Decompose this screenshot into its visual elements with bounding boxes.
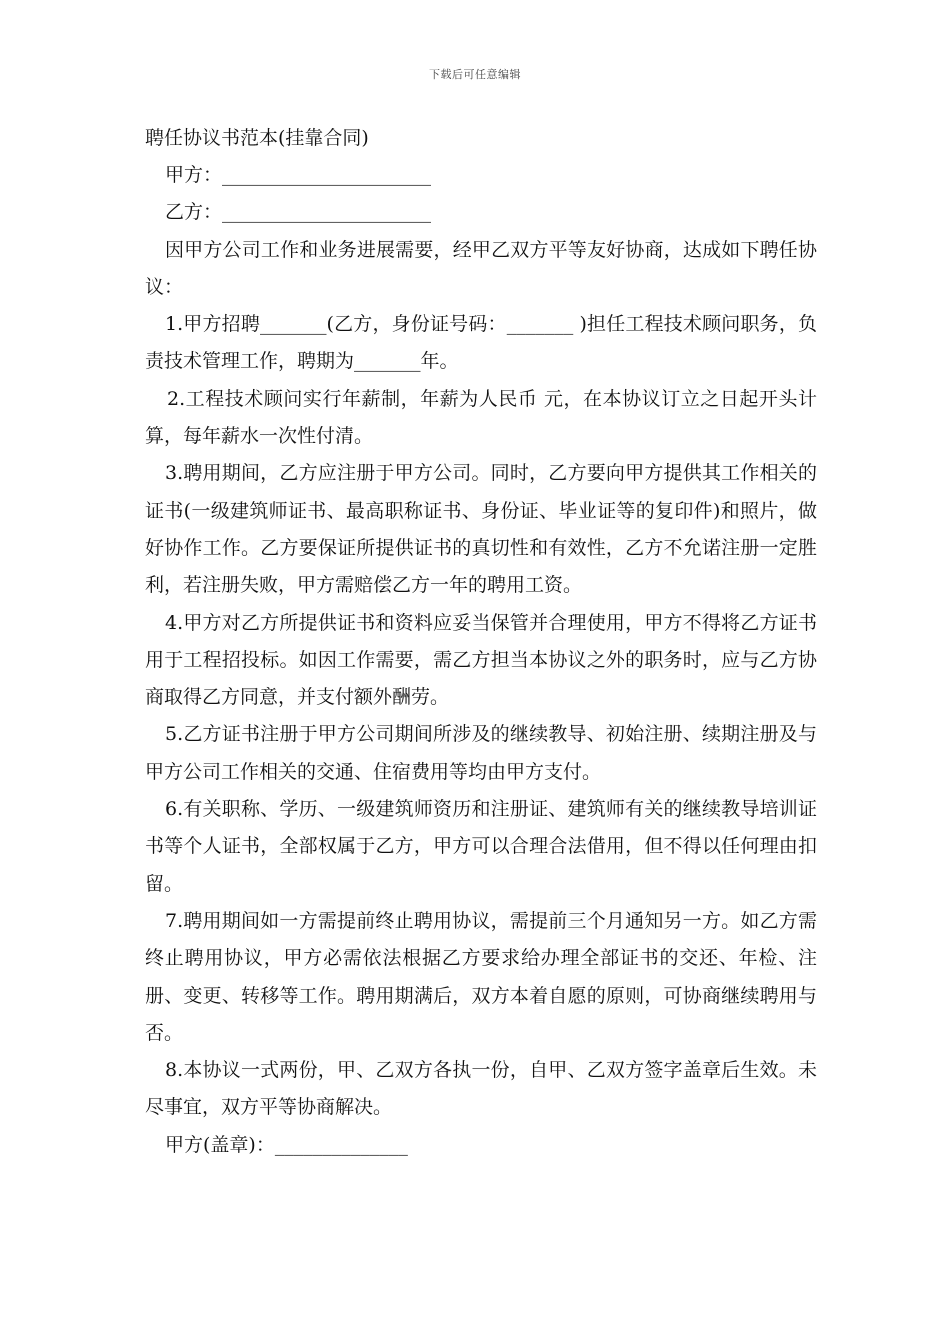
document-body	[145, 120, 817, 1164]
clause-3: 3.聘用期间，乙方应注册于甲方公司。同时，乙方要向甲方提供其工作相关的证书(一级建筑师证书、最高职称证书、身份证、毕业证等的复印件)和照片，做好协作工作。乙方要保证所提供证书的真切性和有效性，乙方不允诺注册一定胜利，若注册失败，甲方需赔偿乙方一年的聘用工资。	[145, 462, 817, 597]
clause-7: 7.聘用期间如一方需提前终止聘用协议，需提前三个月通知另一方。如乙方需终止聘用协议，甲方必需依法根据乙方要求给办理全部证书的交还、年检、注册、变更、转移等工作。聘用期满后，双方本着自愿的原则，可协商继续聘用与否。	[145, 909, 817, 1044]
clause-5: 5.乙方证书注册于甲方公司期间所涉及的继续教导、初始注册、续期注册及与甲方公司工作相关的交通、住宿费用等均由甲方支付。	[145, 723, 817, 783]
page-header-note: 下载后可任意编辑	[429, 68, 521, 81]
party-b-line: 乙方：______________________	[165, 201, 432, 224]
clause-6: 6.有关职称、学历、一级建筑师资历和注册证、建筑师有关的继续教导培训证书等个人证书，全部权属于乙方，甲方可以合理合法借用，但不得以任何理由扣留。	[145, 798, 817, 895]
intro-paragraph: 因甲方公司工作和业务进展需要，经甲乙双方平等友好协商，达成如下聘任协议：	[145, 238, 817, 298]
signature-party-a: 甲方(盖章)：______________	[165, 1133, 408, 1156]
clause-4: 4.甲方对乙方所提供证书和资料应妥当保管并合理使用，甲方不得将乙方证书用于工程招投标。如因工作需要，需乙方担当本协议之外的职务时，应与乙方协商取得乙方同意，并支付额外酬劳。	[145, 611, 817, 709]
clause-1: 1.甲方招聘_______(乙方，身份证号码：_______ )担任工程技术顾问职务，负责技术管理工作，聘期为_______年。	[145, 313, 817, 373]
document-title: 聘任协议书范本(挂靠合同)	[145, 127, 369, 149]
clause-8: 8.本协议一式两份，甲、乙双方各执一份，自甲、乙双方签字盖章后生效。未尽事宜，双方平等协商解决。	[145, 1059, 817, 1119]
party-a-line: 甲方：______________________	[165, 164, 432, 186]
clause-2: 2.工程技术顾问实行年薪制，年薪为人民币 元，在本协议订立之日起开头计算，每年薪水一次性付清。	[145, 387, 817, 448]
